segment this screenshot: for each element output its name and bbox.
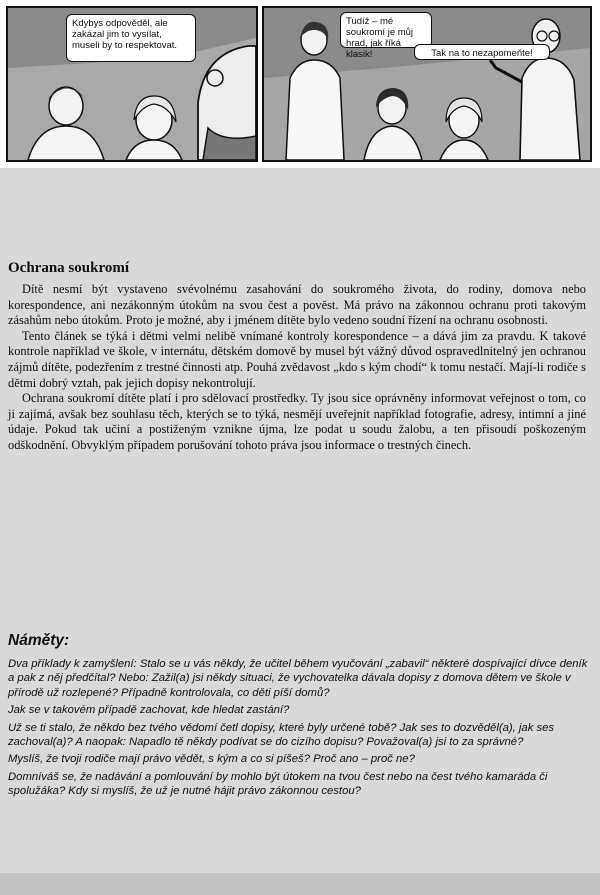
namety-item: Domníváš se, že nadávání a pomlouvání by mohlo být útokem na tvou čest nebo na čest tvého kamaráda či spolužáka? Kdy si myslíš, že už je nutné hájit právo zákonnou cestou? [8, 770, 548, 798]
namety-item: Dva příklady k zamyšlení: Stalo se u vás někdy, že učitel během vyučování „zabavil“ některé dospívající dívce deník a pak z něj předčítal? Nebo: Zažil(a) jsi někdy situaci, že vychovatelka dávala dopisy z domova dětem ve škole v přírodě už rozlepené? Případně kontrolovala, co děti píší domů? [8, 658, 588, 699]
namety-item: Jak se v takovém případě zachovat, kde hledat zastání? [8, 704, 290, 717]
namety-title: Náměty: [8, 632, 70, 649]
comic-strip [0, 0, 600, 168]
speech-bubble-panel2-teacher: Tak na to nezapomeňte! [414, 44, 550, 60]
comic-panel-2 [262, 6, 592, 162]
speech-bubble-panel2-girl: Tudíž – mé soukromí je můj hrad, jak říká klasik! [340, 12, 432, 48]
main-content [0, 168, 600, 895]
speech-bubble-panel1: Kdybys odpověděl, ale zakázal jim to vysílat, museli by to respektovat. [66, 14, 196, 62]
namety-item: Myslíš, že tvoji rodiče mají právo vědět, s kým a co si píšeš? Proč ano – proč ne? [8, 753, 415, 766]
namety-list [8, 657, 588, 802]
body-paragraph: Ochrana soukromí dítěte platí i pro sdělovací prostředky. Ty jsou sice oprávněny informovat veřejnost o tom, co ji zajímá, avšak bez souhlasu těch, kterých se to týká, nesmějí uveřejnit například fotografie, adresy, intimní a jiné údaje. Pokud tak učiní a postiženým vznikne újma, lze podat u soudu žalobu, a ten přisoudí poškozeným odškodnění. Obvyklým případem porušování tohoto práva jsou informace o trestných činech. [8, 391, 586, 452]
namety-item: Už se ti stalo, že někdo bez tvého vědomí četl dopisy, které byly určené tobě? Jak ses to dozvěděl(a), jak ses zachoval(a)? A naopak: Napadlo tě někdy podívat se do cizího dopisu? Považoval(a) jsi to za správné? [8, 721, 555, 749]
footer-bar [0, 873, 600, 895]
section-title: Ochrana soukromí [8, 260, 129, 276]
comic-panel-1 [6, 6, 258, 162]
body-paragraph: Tento článek se týká i dětmi velmi nelibě vnímané kontroly korespondence – a dává jim za pravdu. K takové kontrole například ve škole, v internátu, dětském domově by musel být vážný důvod ospravedlnitelný jen ochranou zájmů dítěte, podezřením z trestné činnosti atp. Pouhá zvědavost „kdo s kým chodí“ k tomu nestačí. Mají-li rodiče s dětmi dobrý vztah, pak jejich dopisy nekontrolují. [8, 328, 586, 390]
body-paragraph: Dítě nesmí být vystaveno svévolnému zasahování do soukromého života, do rodiny, domova nebo korespondence, ani nezákonným útokům na svou čest a pověst. Má právo na zákonnou ochranu proti takovým zásahům nebo útokům. Proto je možné, aby i jménem dítěte bylo vedeno soudní řízení na ochranu osobnosti. [8, 282, 586, 328]
section-body [8, 282, 586, 454]
